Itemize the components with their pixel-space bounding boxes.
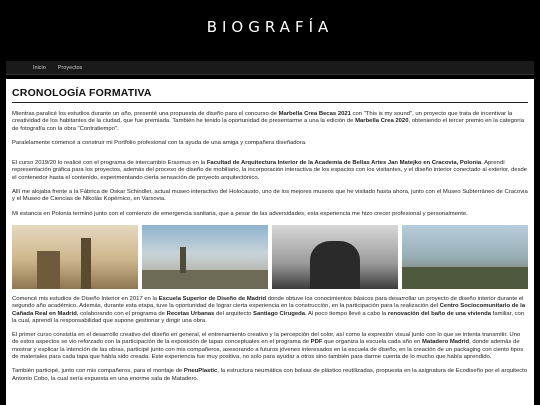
- photo-krakow-tower: [12, 225, 138, 289]
- paragraph-schindler: Allí me alojaba frente a la Fábrica de Oskar Schindler, actual museo interactivo del Holocausto, uno de los mejores museos que he visitado hasta ahora, junto con el Museo Subterráneo de Cracovia y el Museo de Ciencias de Nikolás Kopérnico, en Varsovia.: [12, 189, 528, 203]
- paragraph-primer-curso: El primer curso consistía en el desarrollo creativo del diseño en general, el entrenamiento creativo y la percepción del color, así como la expresión visual junto con lo que se intenta transmitir. Uno de estos aspectos se vio reforzado con la participación de la exposición de tapas conceptuales en el programa de PDF que organiza la escuela cada año en Matadero Madrid, donde además de mostrar y explicar la intención de las obras, participé junto con mis compañeros, asesorando a futuros jóvenes interesados en la escuela de diseño, en la creación de un packaging con ciento tipos de materiales para cada tapa que había sido creada. Este experiencia fue muy positiva, no solo para ayudar a otros sino también para darme cuenta de lo mucho que había aprendido.: [12, 332, 524, 361]
- photo-portrait: [272, 225, 398, 289]
- nav-link-inicio[interactable]: Inicio: [33, 64, 46, 71]
- section-heading: CRONOLOGÍA FORMATIVA: [12, 87, 152, 99]
- page-title: BIOGRAFÍA: [206, 18, 334, 36]
- paragraph-pneuplastic: También participé, junto con mis compañeros, para el montaje de PneuPlastic, la estructura neumática con bolsas de plástico reutilizadas, propuesta en la asignatura de Ecodiseño por el arquitecto Antonio Cobo, la cual sería expuesta en una enorme sala de Matadero.: [12, 368, 528, 382]
- paragraph-polonia: Mi estancia en Polonia terminó junto con el comienzo de emergencia sanitaria, que a pesar de las adversidades, esta experiencia me hizo crecer profesional y personalmente.: [12, 210, 468, 217]
- paragraph-marbella: Mientras paralicé los estudios durante un año, presenté una propuesta de diseño para el concurso de Marbella Crea Becas 2021 con "This is my sound", un proyecto que trata de incentivar la creatividad de los habitantes de la ciudad, que fue premiada. También he tenido la oportunidad de presentarme a una la edición de Marbella Crea 2020, obteniendo el tercer premio en la categoría de fotografía con la obra "Contratiempo".: [12, 111, 525, 132]
- photo-strip: [12, 225, 528, 289]
- main-content: [6, 79, 534, 405]
- nav-link-proyectos[interactable]: Proyectos: [57, 64, 83, 71]
- paragraph-erasmus: El curso 2019/20 lo realicé con el programa de intercambio Erasmus en la Facultad de Arquitectura Interior de la Academia de Bellas Artes Jan Matejko en Cracovia, Polonia. Aprendí representación gráfica para los proyectos, además del proceso de diseño de mobiliario, la incorporación interactiva de los espacios con los visitantes, y el diseño interior conectado al exterior, desde el contenedor hasta el contenido, experimentando cierta sensación de proyecto arquitectónico.: [12, 160, 528, 181]
- paragraph-madrid: Comencé mis estudios de Diseño Interior en 2017 en la Escuela Superior de Diseño de Madrid donde obtuve los conocimientos básicos para desarrollar un proyecto de diseño interior durante el segundo año académico. Además, durante esta etapa, tuve la oportunidad de lograr cierta experiencia en la construcción, en la participación para la realización del Centro Sociocomunitario de la Cañada Real en Madrid, colaborando con el programa de Recetas Urbanas del arquitecto Santiago Cirugeda. Al poco tiempo llevé a cabo la renovación del baño de una vivienda familiar, con la cual, aprendí la responsabilidad que supone gestionar y dirigir una obra.: [12, 295, 526, 324]
- paragraph-portfolio: Paralelamente comencé a construir mi Portfolio profesional con la ayuda de una amiga y compañera diseñadora.: [12, 139, 307, 146]
- navigation-bar: [6, 61, 534, 75]
- photo-landscape: [402, 225, 528, 289]
- heading-divider: [12, 102, 528, 103]
- photo-krakow-city: [142, 225, 268, 289]
